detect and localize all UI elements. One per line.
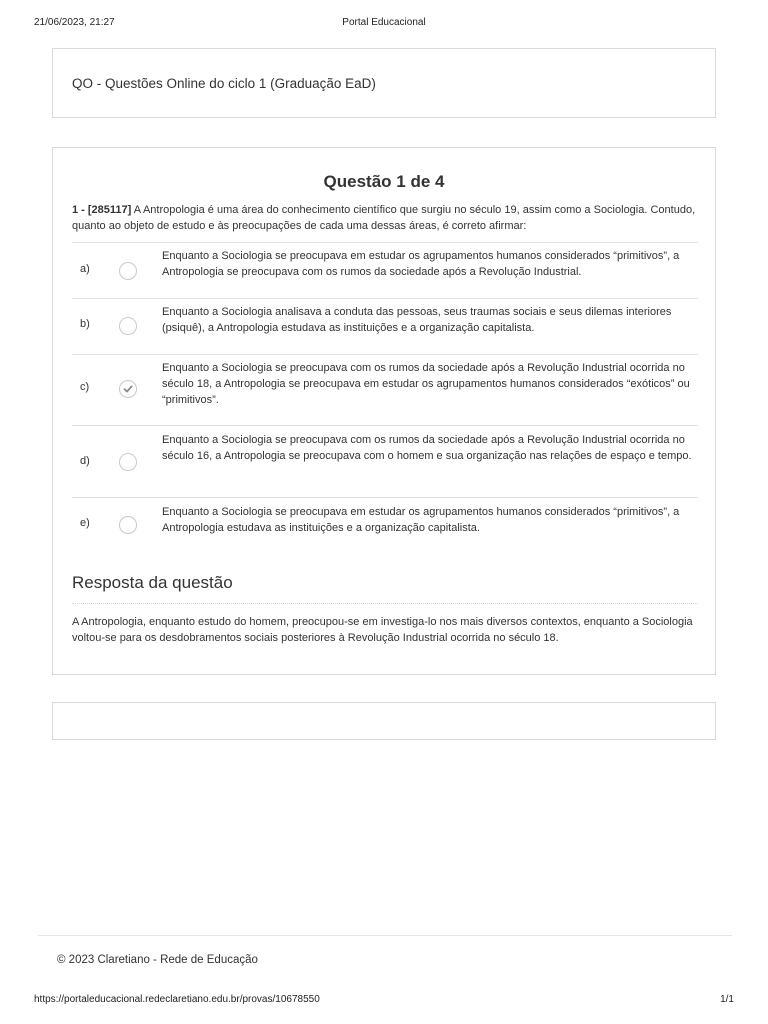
print-header	[0, 17, 768, 31]
question-heading: Questão 1 de 4	[323, 172, 445, 191]
option-b[interactable]	[72, 298, 698, 354]
radio-button[interactable]	[119, 516, 137, 534]
radio-button-selected[interactable]	[119, 380, 137, 398]
option-e[interactable]	[72, 497, 698, 553]
question-statement	[72, 203, 697, 234]
exam-title: QO - Questões Online do ciclo 1 (Graduação EaD)	[72, 76, 376, 91]
radio-button[interactable]	[119, 453, 137, 471]
option-a[interactable]	[72, 242, 698, 298]
option-c[interactable]	[72, 354, 698, 425]
exam-title-card	[52, 48, 716, 118]
option-text: Enquanto a Sociologia se preocupava com os rumos da sociedade após a Revolução Industrial ocorrida no século 16, a Antropologia se preocupava com o homem e sua organização nas relações de espaço e tempo.	[162, 434, 692, 462]
option-letter: e)	[80, 517, 90, 529]
option-text: Enquanto a Sociologia se preocupava com os rumos da sociedade após a Revolução Industrial ocorrida no século 18, a Antropologia se preocupava em estudar os agrupamentos humanos considerados “exóticos” ou “primitivos”.	[162, 362, 690, 406]
print-page-title: Portal Educacional	[342, 17, 426, 28]
option-text: Enquanto a Sociologia se preocupava em estudar os agrupamentos humanos considerados “primitivos”, a Antropologia estudava as instituições e a organização capitalista.	[162, 506, 680, 534]
check-icon	[123, 384, 133, 394]
option-text: Enquanto a Sociologia se preocupava em estudar os agrupamentos humanos considerados “primitivos”, a Antropologia se preocupava com os rumos da sociedade após a Revolução Industrial.	[162, 250, 680, 278]
radio-button[interactable]	[119, 317, 137, 335]
option-letter: b)	[80, 318, 90, 330]
print-datetime: 21/06/2023, 21:27	[34, 17, 115, 28]
answer-options	[72, 242, 698, 553]
option-d[interactable]	[72, 425, 698, 497]
print-url: https://portaleducacional.redeclaretiano.edu.br/provas/10678550	[34, 994, 320, 1005]
question-number: 1 - [285117]	[72, 204, 132, 216]
question-text: A Antropologia é uma área do conhecimento científico que surgiu no século 19, assim como a Sociologia. Contudo, quanto ao objeto de estudo e às preocupações de cada uma dessas áreas, é correto afirmar:	[72, 204, 696, 232]
print-page-number: 1/1	[720, 994, 734, 1005]
option-letter: d)	[80, 455, 90, 467]
answer-text: A Antropologia, enquanto estudo do homem, preocupou-se em investiga-lo nos mais diversos contextos, enquanto a Sociologia voltou-se para os desdobramentos sociais posteriores à Revolução Industrial ocorrida no século 18.	[72, 616, 693, 644]
option-letter: c)	[80, 381, 90, 393]
copyright-text: © 2023 Claretiano - Rede de Educação	[57, 954, 258, 966]
divider	[72, 603, 698, 604]
empty-card	[52, 702, 716, 740]
answer-heading: Resposta da questão	[72, 573, 233, 592]
question-card	[52, 147, 716, 675]
option-text: Enquanto a Sociologia analisava a conduta das pessoas, seus traumas sociais e seus dilemas interiores (psiquê), a Antropologia estudava as instituições e a organização capitalista.	[162, 306, 672, 334]
radio-button[interactable]	[119, 262, 137, 280]
option-letter: a)	[80, 263, 90, 275]
footer-divider	[38, 935, 732, 936]
